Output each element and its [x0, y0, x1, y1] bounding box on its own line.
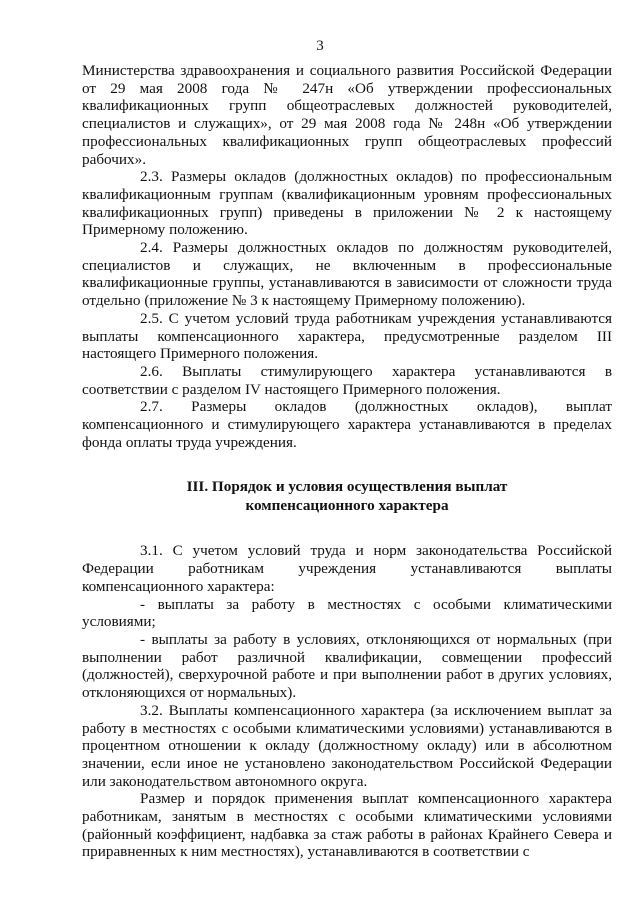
- section-3-paragraphs: [82, 542, 612, 861]
- paragraph-p-2-7: 2.7. Размеры окладов (должностных окладов), выплат компенсационного и стимулирующего характера устанавливаются в пределах фонда оплаты труда учреждения.: [82, 398, 612, 451]
- paragraph-p-3-1-b: - выплаты за работу в условиях, отклоняющихся от нормальных (при выполнении работ различной квалификации, совмещении профессий (должностей), сверхурочной работе и при выполнении работ в других условиях, отклоняющихся от нормальных).: [82, 630, 612, 702]
- paragraph-p-3-1-a: - выплаты за работу в местностях с особыми климатическими условиями;: [82, 595, 612, 631]
- section-heading-line-2: компенсационного характера: [245, 497, 449, 515]
- section-2-paragraphs: [82, 62, 612, 451]
- page-number: 3: [316, 38, 324, 54]
- paragraph-p-3-2-cont: Размер и порядок применения выплат компенсационного характера работникам, занятым в местностях с особыми климатическими условиями (районный коэффициент, надбавка за стаж работы в районах Крайнего Севера и приравненных к ним местностях), устанавливаются в соответствии с: [82, 790, 612, 861]
- paragraph-p-continuation: Министерства здравоохранения и социального развития Российской Федерации от 29 мая 2008 года № 247н «Об утверждении профессиональных квалификационных групп общеотраслевых должностей руководителей, специалистов и служащих», от 29 мая 2008 года № 248н «Об утверждении профессиональных квалификационных групп общеотраслевых профессий рабочих».: [82, 62, 612, 168]
- paragraph-p-3-2: 3.2. Выплаты компенсационного характера (за исключением выплат за работу в местностях с особыми климатическими условиями) устанавливаются в процентном отношении к окладу (должностному окладу) или в абсолютном значении, если иное не установлено законодательством Российской Федерации или законодательством автономного округа.: [82, 701, 612, 790]
- paragraph-p-2-5: 2.5. С учетом условий труда работникам учреждения устанавливаются выплаты компенсационного характера, предусмотренные разделом III настоящего Примерного положения.: [82, 309, 612, 363]
- paragraph-p-2-3: 2.3. Размеры окладов (должностных окладов) по профессиональным квалификационным группам (квалификационным уровням профессиональных квалификационных групп) приведены в приложении № 2 к настоящему Примерному положению.: [82, 168, 612, 239]
- paragraph-p-2-6: 2.6. Выплаты стимулирующего характера устанавливаются в соответствии с разделом IV настоящего Примерного положения.: [82, 362, 612, 398]
- paragraph-p-3-1: 3.1. С учетом условий труда и норм законодательства Российской Федерации работникам учреждения устанавливаются выплаты компенсационного характера:: [82, 542, 612, 595]
- section-heading-line-1: III. Порядок и условия осуществления выплат: [186, 478, 508, 496]
- section-heading: [82, 477, 612, 515]
- paragraph-p-2-4: 2.4. Размеры должностных окладов по должностям руководителей, специалистов и служащих, не включенным в профессиональные квалификационные группы, устанавливаются в зависимости от сложности труда отдельно (приложение № 3 к настоящему Примерному положению).: [82, 239, 612, 310]
- document-body: [82, 62, 612, 861]
